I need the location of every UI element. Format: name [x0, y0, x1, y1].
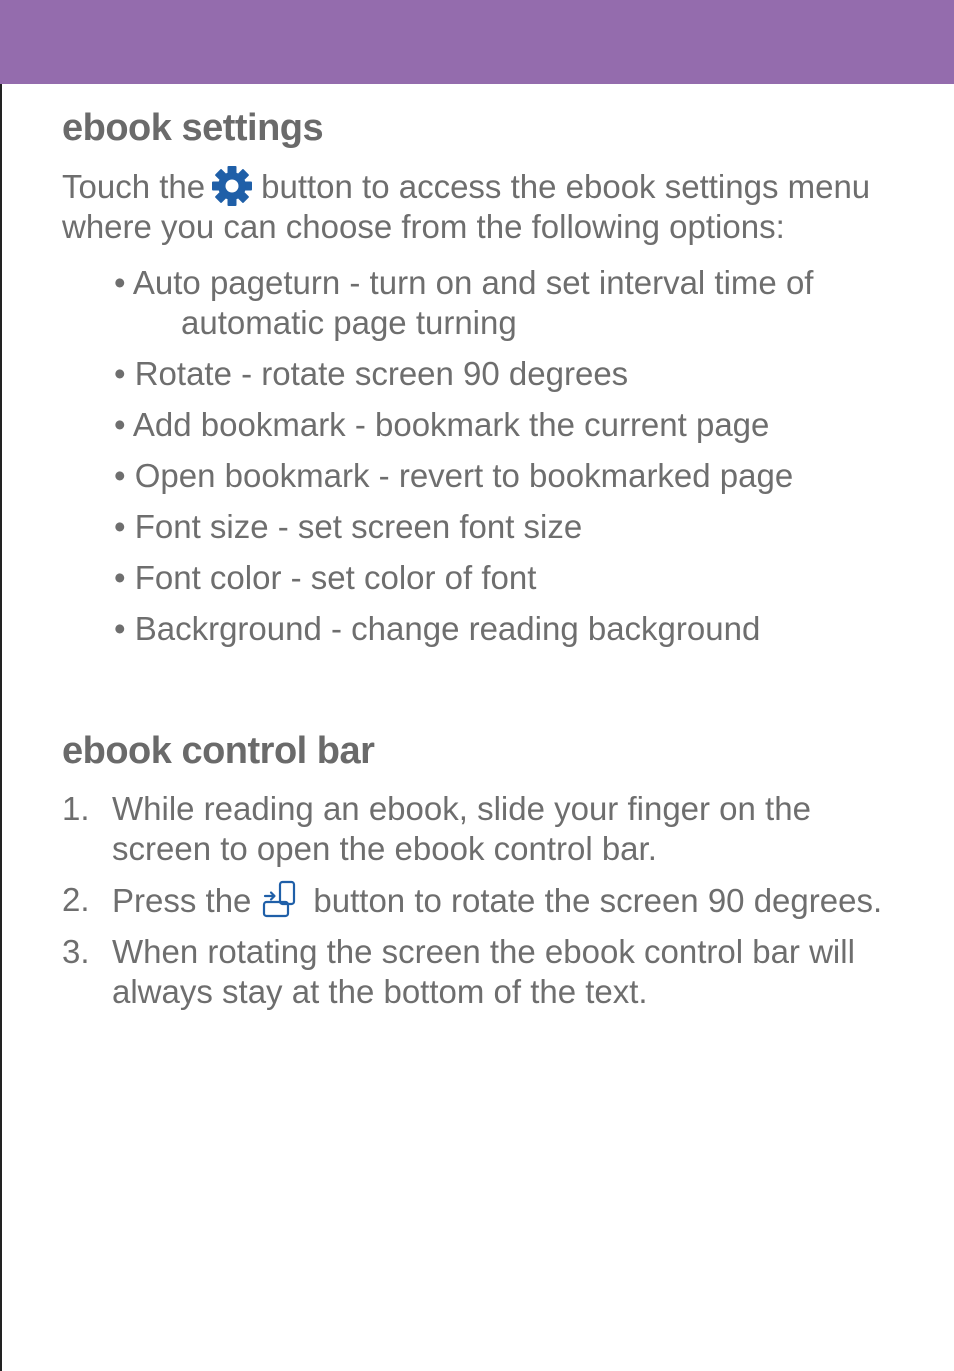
settings-intro: [62, 166, 912, 247]
option-text: • Auto pageturn - turn on and set interval time of: [114, 264, 814, 301]
settings-options-list: [62, 263, 912, 649]
step-number: 1.: [62, 790, 90, 827]
option-text: • Font color - set color of font: [114, 559, 537, 596]
option-text: • Rotate - rotate screen 90 degrees: [114, 355, 629, 392]
list-item: [114, 456, 912, 496]
option-text: • Open bookmark - revert to bookmarked page: [114, 457, 794, 494]
list-item: [62, 880, 912, 921]
list-item: [62, 789, 912, 869]
control-bar-steps: [62, 789, 912, 1012]
page-content: [62, 100, 912, 1023]
gear-icon: [209, 166, 255, 206]
list-item: [114, 558, 912, 598]
step-number: 3.: [62, 933, 90, 970]
section-title-ebook-control-bar: ebook control bar: [62, 730, 375, 772]
option-text: • Backrground - change reading background: [114, 610, 761, 647]
step-text: When rotating the screen the ebook control bar will always stay at the bottom of the text.: [112, 933, 855, 1010]
step-number: 2.: [62, 881, 90, 918]
section-title-ebook-settings: ebook settings: [62, 107, 324, 149]
list-item: [114, 507, 912, 547]
list-item: [114, 263, 912, 343]
step-text-before: Press the: [112, 882, 252, 919]
rotate-screen-icon: [259, 880, 303, 920]
intro-text-after: button to access the ebook settings menu where you can choose from the following options:: [62, 168, 871, 245]
list-item: [114, 354, 912, 394]
header-bar: [0, 0, 954, 84]
option-text: • Add bookmark - bookmark the current page: [114, 406, 770, 443]
option-text-continued: automatic page turning: [181, 304, 517, 341]
list-item: [62, 932, 912, 1012]
list-item: [114, 609, 912, 649]
option-text: • Font size - set screen font size: [114, 508, 583, 545]
intro-text-before: Touch the: [62, 168, 206, 205]
step-text: While reading an ebook, slide your finger on the screen to open the ebook control bar.: [112, 790, 811, 867]
step-text-after: button to rotate the screen 90 degrees.: [313, 882, 883, 919]
control-bar-section: [62, 723, 912, 1012]
list-item: [114, 405, 912, 445]
